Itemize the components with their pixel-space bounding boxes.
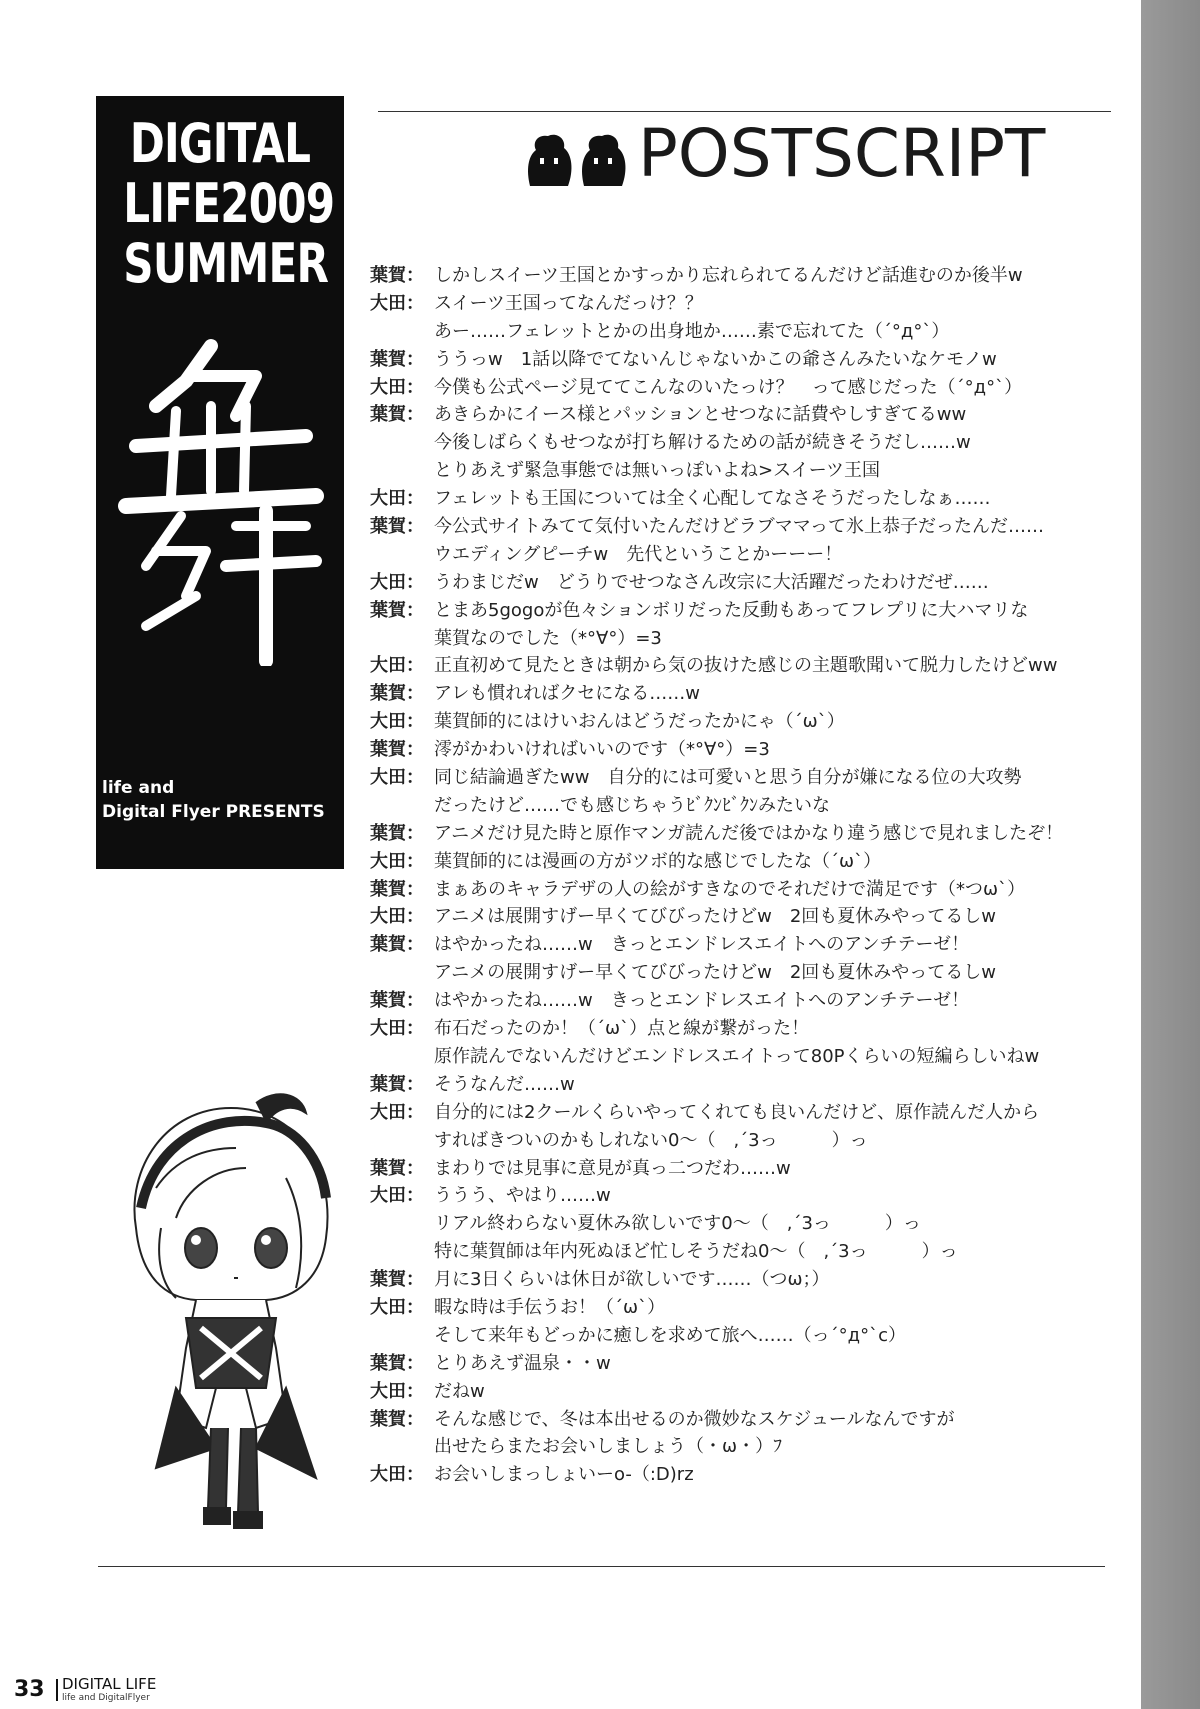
- dialogue-text: 布石だったのか！（´ω`）点と線が繋がった！: [434, 1018, 810, 1040]
- speaker-label: [370, 959, 434, 987]
- speaker-label: [370, 318, 434, 346]
- dialogue-line: [370, 820, 1110, 848]
- dialogue-text: うわまじだw どうりでせつなさん改宗に大活躍だったわけだぜ……: [434, 571, 989, 593]
- dialogue-line: [370, 429, 1110, 457]
- speaker-label: 葉賀：: [370, 1073, 424, 1095]
- dialogue-text: そんな感じで、冬は本出せるのか微妙なスケジュールなんですが: [434, 1408, 955, 1430]
- title-side-panel: [96, 96, 344, 869]
- brand-line-3: SUMMER: [123, 232, 329, 295]
- speaker-label: 大田：: [370, 488, 424, 510]
- dialogue-text: 自分的には2クールくらいやってくれても良いんだけど、原作読んだ人から: [434, 1101, 1040, 1123]
- speaker-label: 葉賀：: [370, 1352, 424, 1374]
- presents-line-2: Digital Flyer PRESENTS: [102, 802, 325, 822]
- dialogue-line: [370, 1043, 1110, 1071]
- dialogue-text: そして来年もどっかに癒しを求めて旅へ……（っ´°д°`c）: [434, 1324, 906, 1346]
- dialogue-text: 月に3日くらいは休日が欲しいです……（つω；）: [434, 1269, 830, 1291]
- dialogue-line: [370, 652, 1110, 680]
- dialogue-line: [370, 1182, 1110, 1210]
- dialogue-text: 澪がかわいければいいのです（*°∀°）=3: [434, 739, 770, 761]
- dialogue-line: [370, 346, 1110, 374]
- dialogue-line: [370, 736, 1110, 764]
- dialogue-line: [370, 262, 1110, 290]
- dialogue-line: [370, 876, 1110, 904]
- speaker-label: [370, 541, 434, 569]
- footer-title: DIGITAL LIFE: [62, 1675, 157, 1693]
- dialogue-line: [370, 1127, 1110, 1155]
- speaker-label: 大田：: [370, 850, 424, 872]
- dialogue-text: アニメは展開すげー早くてびびったけどw 2回も夏休みやってるしw: [434, 906, 996, 928]
- dialogue-line: [370, 513, 1110, 541]
- speaker-label: 大田：: [370, 1018, 424, 1040]
- dialogue-text: 特に葉賀師は年内死ぬほど忙しそうだね0～（ ,´3っ ）っ: [434, 1241, 958, 1263]
- dialogue-line: [370, 959, 1110, 987]
- dialogue-line: [370, 764, 1110, 792]
- speaker-label: 葉賀：: [370, 1157, 424, 1179]
- top-divider: [378, 111, 1111, 112]
- dialogue-text: まぁあのキャラデザの人の絵がすきなのでそれだけで満足です（*つω`）: [434, 878, 1026, 900]
- dialogue-line: [370, 569, 1110, 597]
- speaker-label: 葉賀：: [370, 265, 424, 286]
- speaker-label: 大田：: [370, 1464, 424, 1486]
- dialogue-line: [370, 1266, 1110, 1294]
- dialogue-text: アニメの展開すげー早くてびびったけどw 2回も夏休みやってるしw: [434, 962, 996, 984]
- speaker-label: 大田：: [370, 1185, 424, 1207]
- speaker-label: 葉賀：: [370, 599, 424, 621]
- speaker-label: [370, 1043, 434, 1071]
- speaker-label: 葉賀：: [370, 1269, 424, 1291]
- dialogue-line: [370, 1350, 1110, 1378]
- dialogue-text: とりあえず温泉・・w: [434, 1352, 611, 1374]
- page-number: 33: [14, 1677, 45, 1702]
- dialogue-text: まわりでは見事に意見が真っ二つだわ……w: [434, 1157, 791, 1179]
- chibi-character-illustration-icon: [116, 1088, 346, 1530]
- dialogue-text: 今公式サイトみてて気付いたんだけどラブママって氷上恭子だったんだ……: [434, 516, 1045, 538]
- dialogue-line: [370, 318, 1110, 346]
- mai-kanji-brush-icon: [116, 336, 326, 666]
- dialogue-text: ウエディングピーチw 先代ということかーーー！: [434, 543, 843, 565]
- dialogue-text: だねw: [434, 1380, 485, 1402]
- dialogue-text: そうなんだ……w: [434, 1073, 575, 1095]
- speaker-label: [370, 1238, 434, 1266]
- bottom-divider: [98, 1566, 1105, 1567]
- speaker-label: 大田：: [370, 767, 424, 789]
- speaker-label: 大田：: [370, 711, 424, 733]
- dialogue-line: [370, 987, 1110, 1015]
- speaker-label: 大田：: [370, 376, 424, 398]
- speaker-label: [370, 1210, 434, 1238]
- dialogue-line: [370, 1155, 1110, 1183]
- dialogue-line: [370, 708, 1110, 736]
- dialogue-line: [370, 1099, 1110, 1127]
- speaker-label: 葉賀：: [370, 404, 424, 426]
- speaker-label: 葉賀：: [370, 683, 424, 705]
- speaker-label: [370, 1322, 434, 1350]
- dialogue-line: [370, 1238, 1110, 1266]
- dialogue-line: [370, 597, 1110, 625]
- dialogue-text: 正直初めて見たときは朝から気の抜けた感じの主題歌聞いて脱力したけどww: [434, 655, 1058, 677]
- dialogue-text: ううっw 1話以降でてないんじゃないかこの爺さんみたいなケモノw: [434, 348, 997, 370]
- dialogue-line: [370, 1433, 1110, 1461]
- dialogue-text: 同じ結論過ぎたww 自分的には可愛いと思う自分が嫌になる位の大攻勢: [434, 767, 1022, 789]
- dialogue-line: [370, 1322, 1110, 1350]
- speaker-label: 葉賀：: [370, 822, 424, 844]
- brand-line-2: LIFE2009: [123, 172, 335, 235]
- dialogue-text: 暇な時は手伝うお！（´ω`）: [434, 1296, 666, 1318]
- dialogue-line: [370, 1210, 1110, 1238]
- dialogue-list: [370, 262, 1110, 1489]
- dialogue-text: すればきついのかもしれない0～（ ,´3っ ）っ: [434, 1129, 868, 1151]
- speaker-label: [370, 1433, 434, 1461]
- dialogue-text: リアル終わらない夏休み欲しいです0～（ ,´3っ ）っ: [434, 1213, 921, 1235]
- brand-line-1: DIGITAL: [129, 112, 311, 175]
- dialogue-line: [370, 374, 1110, 402]
- speaker-label: 大田：: [370, 1380, 424, 1402]
- dialogue-text: 今僕も公式ページ見ててこんなのいたっけ？ って感じだった（´°д°`）: [434, 376, 1023, 398]
- speaker-label: [370, 457, 434, 485]
- dialogue-text: はやかったね……w きっとエンドレスエイトへのアンチテーゼ！: [434, 934, 970, 956]
- speaker-label: 葉賀：: [370, 516, 424, 538]
- dialogue-line: [370, 625, 1110, 653]
- dialogue-text: はやかったね……w きっとエンドレスエイトへのアンチテーゼ！: [434, 990, 970, 1012]
- dialogue-line: [370, 1294, 1110, 1322]
- dialogue-line: [370, 1461, 1110, 1489]
- dialogue-line: [370, 541, 1110, 569]
- dialogue-text: しかしスイーツ王国とかすっかり忘れられてるんだけど話進むのか後半w: [434, 265, 1023, 286]
- speaker-label: 大田：: [370, 1296, 424, 1318]
- dialogue-text: 葉賀師的には漫画の方がツボ的な感じでしたな（´ω`）: [434, 850, 882, 872]
- dialogue-line: [370, 457, 1110, 485]
- speaker-label: 葉賀：: [370, 934, 424, 956]
- speaker-label: 葉賀：: [370, 878, 424, 900]
- speaker-label: 葉賀：: [370, 990, 424, 1012]
- dialogue-text: だったけど……でも感じちゃうﾋﾞｸﾝﾋﾞｸﾝみたいな: [434, 794, 830, 816]
- page-title: POSTSCRIPT: [638, 115, 1046, 192]
- dialogue-line: [370, 1071, 1110, 1099]
- speaker-label: 大田：: [370, 292, 424, 314]
- dialogue-text: フェレットも王国については全く心配してなさそうだったしなぁ……: [434, 488, 991, 510]
- speaker-label: 大田：: [370, 1101, 424, 1123]
- dialogue-text: 今後しばらくもせつなが打ち解けるための話が続きそうだし……w: [434, 432, 971, 454]
- dialogue-line: [370, 1378, 1110, 1406]
- dialogue-line: [370, 848, 1110, 876]
- speaker-label: [370, 625, 434, 653]
- speaker-label: 大田：: [370, 655, 424, 677]
- dialogue-line: [370, 792, 1110, 820]
- dialogue-text: とまあ5gogoが色々ションボリだった反動もあってフレプリに大ハマリな: [434, 599, 1029, 621]
- dialogue-line: [370, 401, 1110, 429]
- page-gutter-shadow: [1141, 0, 1200, 1709]
- dialogue-text: スイーツ王国ってなんだっけ？？: [434, 292, 703, 314]
- speaker-label: [370, 792, 434, 820]
- speaker-label: 葉賀：: [370, 348, 424, 370]
- dialogue-line: [370, 903, 1110, 931]
- dialogue-line: [370, 290, 1110, 318]
- dialogue-text: アレも慣れればクセになる……w: [434, 683, 701, 705]
- speaker-label: [370, 1127, 434, 1155]
- dialogue-text: お会いしまっしょいーo-（:D)rz: [434, 1464, 694, 1486]
- dialogue-line: [370, 485, 1110, 513]
- dialogue-text: 出せたらまたお会いしましょう（・ω・）ﾌ: [434, 1436, 783, 1458]
- dialogue-text: アニメだけ見た時と原作マンガ読んだ後ではかなり違う感じで見れましたぞ！: [434, 822, 1064, 844]
- dialogue-text: とりあえず緊急事態では無いっぽいよね>スイーツ王国: [434, 460, 880, 482]
- speaker-label: 葉賀：: [370, 739, 424, 761]
- presents-line-1: life and: [102, 778, 175, 798]
- dialogue-line: [370, 1015, 1110, 1043]
- speaker-label: 大田：: [370, 906, 424, 928]
- dialogue-line: [370, 1406, 1110, 1434]
- dialogue-text: 原作読んでないんだけどエンドレスエイトって80Pくらいの短編らしいねw: [434, 1045, 1040, 1067]
- dialogue-text: 葉賀師的にはけいおんはどうだったかにゃ（´ω`）: [434, 711, 845, 733]
- speaker-label: 大田：: [370, 571, 424, 593]
- dialogue-line: [370, 680, 1110, 708]
- speaker-label: [370, 429, 434, 457]
- speaker-label: 葉賀：: [370, 1408, 424, 1430]
- footer-separator: [56, 1679, 58, 1701]
- dialogue-text: 葉賀なのでした（*°∀°）=3: [434, 627, 662, 649]
- twin-character-silhouette-icon: [522, 130, 634, 188]
- footer-subtitle: life and DigitalFlyer: [62, 1693, 150, 1703]
- dialogue-line: [370, 931, 1110, 959]
- dialogue-text: あー……フェレットとかの出身地か……素で忘れてた（´°д°`）: [434, 320, 950, 342]
- dialogue-text: ううう、やはり……w: [434, 1185, 611, 1207]
- dialogue-text: あきらかにイース様とパッションとせつなに話費やしすぎてるww: [434, 404, 967, 426]
